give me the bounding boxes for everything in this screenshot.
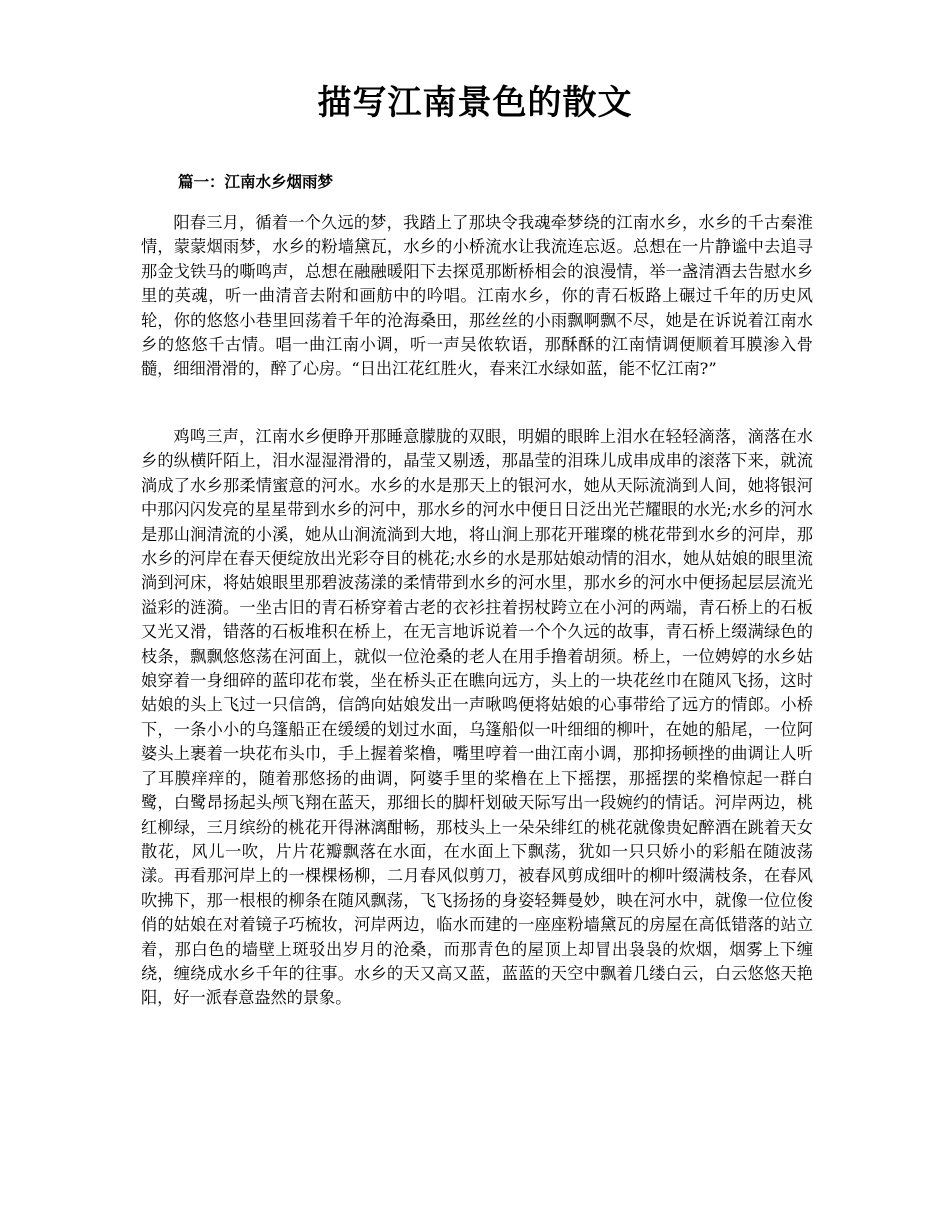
paragraph-1: 阳春三月，循着一个久远的梦，我踏上了那块令我魂牵梦绕的江南水乡，水乡的千古秦淮情，蒙蒙烟雨梦，水乡的粉墙黛瓦，水乡的小桥流水让我流连忘返。总想在一片静谧中去追寻那金戈铁马的嘶鸣声，总想在融融暖阳下去探觅那断桥相会的浪漫情，举一盏清酒去告慰水乡里的英魂，听一曲清音去附和画舫中的吟唱。江南水乡，你的青石板路上碾过千年的历史风轮，你的悠悠小巷里回荡着千年的沧海桑田，那丝丝的小雨飘啊飘不尽，她是在诉说着江南水乡的悠悠千古情。唱一曲江南小调，听一声吴侬软语，那酥酥的江南情调便顺着耳膜渗入骨髓，细细滑滑的，醉了心房。“日出江花红胜火，春来江水绿如蓝，能不忆江南?”: [141, 213, 813, 379]
paragraph-2: 鸡鸣三声，江南水乡便睁开那睡意朦胧的双眼，明媚的眼眸上泪水在轻轻滴落，滴落在水乡的纵横阡陌上，泪水湿湿滑滑的，晶莹又剔透，那晶莹的泪珠儿成串成串的滚落下来，就流淌成了水乡那柔情蜜意的河水。水乡的水是那天上的银河水，她从天际流淌到人间，她将银河中那闪闪发亮的星星带到水乡的河中，那水乡的河水中便日日泛出光芒耀眼的水光;水乡的河水是那山涧清流的小溪，她从山涧流淌到大地，将山涧上那花开璀璨的桃花带到水乡的河岸，那水乡的河岸在春天便绽放出光彩夺目的桃花;水乡的水是那姑娘动情的泪水，她从姑娘的眼里流淌到河床，将姑娘眼里那碧波荡漾的柔情带到水乡的河水里，那水乡的河水中便扬起层层流光溢彩的涟漪。一坐古旧的青石桥穿着古老的衣衫拄着拐杖跨立在小河的两端，青石桥上的石板又光又滑，错落的石板堆积在桥上，在无言地诉说着一个个久远的故事，青石桥上缀满绿色的枝条，飘飘悠悠荡在河面上，就似一位沧桑的老人在用手撸着胡须。桥上，一位娉婷的水乡姑娘穿着一身细碎的蓝印花布裳，坐在桥头正在瞧向远方，头上的一块花丝巾在随风飞扬，这时姑娘的头上飞过一只信鸽，信鸽向姑娘发出一声啾鸣便将姑娘的心事带给了远方的情郎。小桥下，一条小小的乌篷船正在缓缓的划过水面，乌篷船似一叶细细的柳叶，在她的船尾，一位阿婆头上裹着一块花布头巾，手上握着桨橹，嘴里哼着一曲江南小调，那抑扬顿挫的曲调让人听了耳膜痒痒的，随着那悠扬的曲调，阿婆手里的桨橹在上下摇摆，那摇摆的桨橹惊起一群白鹭，白鹭昂扬起头颅飞翔在蓝天，那细长的脚杆划破天际写出一段婉约的情话。河岸两边，桃红柳绿，三月缤纷的桃花开得淋漓酣畅，那枝头上一朵朵绯红的桃花就像贵妃醉酒在跳着天女散花，风儿一吹，片片花瓣飘落在水面，在水面上下飘荡，犹如一只只娇小的彩船在随波荡漾。再看那河岸上的一棵棵杨柳，二月春风似剪刀，被春风剪成细叶的柳叶缀满枝条，在春风吹拂下，那一根根的柳条在随风飘荡，飞飞扬扬的身姿轻舞曼妙，映在河水中，就像一位位俊俏的姑娘在对着镜子巧梳妆，河岸两边，临水而建的一座座粉墙黛瓦的房屋在高低错落的站立着，那白色的墙壁上斑驳出岁月的沧桑，而那青色的屋顶上却冒出袅袅的炊烟，烟雾上下缠绕，缠绕成水乡千年的往事。水乡的天又高又蓝，蓝蓝的天空中飘着几缕白云，白云悠悠天艳阳，好一派春意盎然的景象。: [141, 427, 813, 1008]
page-title: 描写江南景色的散文: [317, 83, 633, 123]
section-heading: 篇一：江南水乡烟雨梦: [178, 173, 334, 191]
